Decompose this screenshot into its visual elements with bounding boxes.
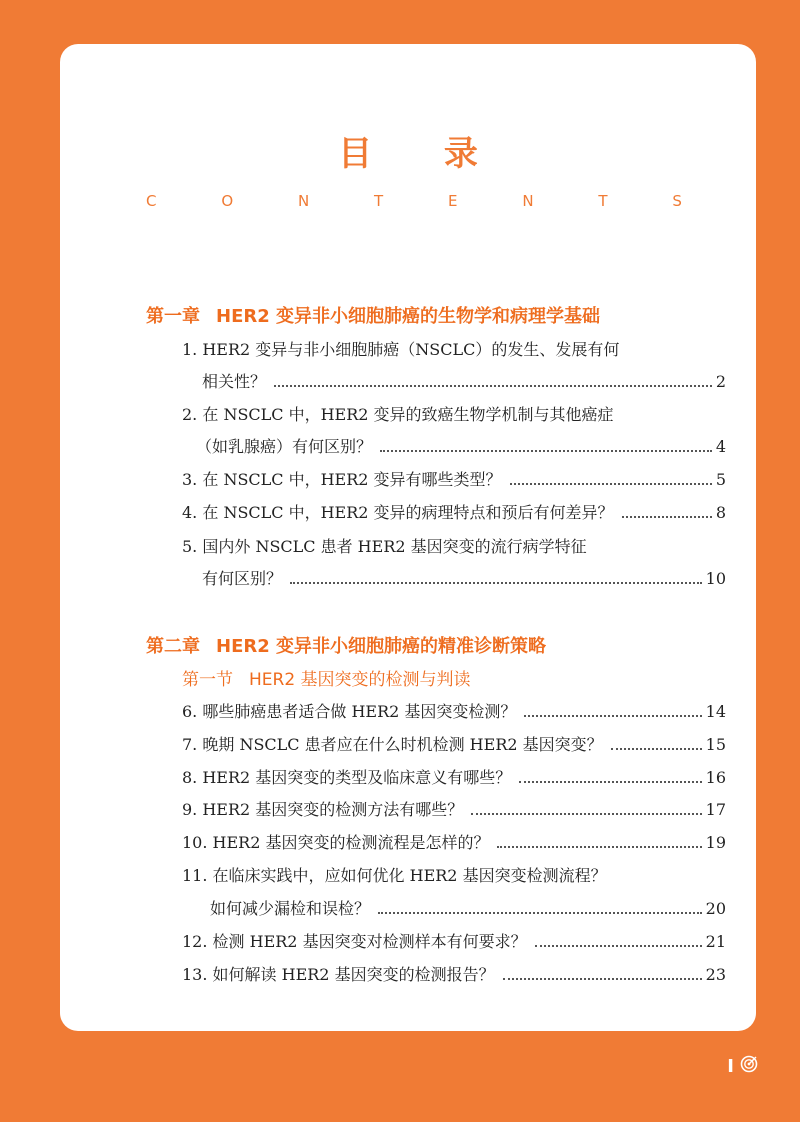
page-number: 19 — [705, 833, 726, 852]
leader-dots — [519, 781, 701, 783]
footer-page-number — [727, 1055, 758, 1077]
subtitle-letter: S — [672, 192, 682, 210]
toc-entry-text: 4. 在 NSCLC 中，HER2 变异的病理特点和预后有何差异？ — [182, 503, 614, 522]
section-heading[interactable] — [182, 665, 726, 690]
page-number: 15 — [705, 735, 726, 754]
leader-dots — [471, 813, 701, 815]
section-label: 第一节 — [182, 670, 233, 690]
toc-entry-q3[interactable] — [182, 467, 726, 490]
page-number: 2 — [715, 372, 726, 391]
leader-dots — [274, 385, 712, 387]
section-title: HER2 基因突变的检测与判读 — [249, 670, 471, 690]
toc-entry-text: 12. 检测 HER2 基因突变对检测样本有何要求？ — [182, 932, 527, 951]
page-number: 23 — [705, 965, 726, 984]
chapter-heading[interactable] — [146, 632, 726, 658]
chapter-title: HER2 变异非小细胞肺癌的精准诊断策略 — [216, 636, 547, 657]
subtitle-letter: T — [374, 192, 384, 210]
roman-page-number: I — [727, 1055, 734, 1077]
toc-entry-q11-cont[interactable] — [210, 896, 726, 919]
leader-dots — [535, 945, 702, 947]
toc-entry-text: 如何减少漏检和误检？ — [210, 899, 371, 918]
page-number: 14 — [705, 702, 726, 721]
chapter-title: HER2 变异非小细胞肺癌的生物学和病理学基础 — [216, 306, 601, 327]
toc-entry-q5[interactable] — [182, 534, 726, 557]
subtitle-letter: E — [448, 192, 458, 210]
toc-entry-q1-cont[interactable] — [202, 369, 726, 392]
toc-entry-text: 9. HER2 基因突变的检测方法有哪些？ — [182, 800, 464, 819]
chapter-label: 第二章 — [146, 636, 200, 657]
leader-dots — [622, 516, 712, 518]
toc-entry-text: 3. 在 NSCLC 中，HER2 变异有哪些类型？ — [182, 470, 502, 489]
toc-entry-q6[interactable] — [182, 699, 726, 722]
leader-dots — [378, 912, 702, 914]
toc-entry-text: 7. 晚期 NSCLC 患者应在什么时机检测 HER2 基因突变？ — [182, 735, 603, 754]
subtitle-letter: C — [146, 192, 157, 210]
chapter-heading[interactable] — [146, 302, 726, 328]
chapter-label: 第一章 — [146, 306, 200, 327]
toc-entry-text: 8. HER2 基因突变的类型及临床意义有哪些？ — [182, 768, 512, 787]
toc-entry-text: 13. 如何解读 HER2 基因突变的检测报告？ — [182, 965, 495, 984]
subtitle-letter: O — [221, 192, 234, 210]
target-icon — [740, 1055, 758, 1077]
leader-dots — [611, 748, 702, 750]
toc-entry-text: 11. 在临床实践中，应如何优化 HER2 基因突变检测流程？ — [182, 866, 607, 885]
leader-dots — [503, 978, 702, 980]
toc-entry-q5-cont[interactable] — [202, 566, 726, 589]
toc-entry-q9[interactable] — [182, 797, 726, 820]
toc-entry-text: 5. 国内外 NSCLC 患者 HER2 基因突变的流行病学特征 — [182, 537, 587, 556]
toc-entry-q13[interactable] — [182, 962, 726, 985]
leader-dots — [290, 582, 702, 584]
page-number: 4 — [715, 437, 726, 456]
subtitle-letter: N — [297, 192, 310, 210]
toc-entry-q11[interactable] — [182, 863, 726, 886]
toc-entry-text: 1. HER2 变异与非小细胞肺癌（NSCLC）的发生、发展有何 — [182, 340, 620, 359]
toc-entry-q1[interactable] — [182, 337, 726, 360]
leader-dots — [380, 450, 712, 452]
page-title: 目 录 — [338, 134, 508, 174]
toc-entry-q12[interactable] — [182, 929, 726, 952]
page-number: 21 — [705, 932, 726, 951]
contents-subtitle — [146, 192, 682, 210]
toc-entry-text: 6. 哪些肺癌患者适合做 HER2 基因突变检测？ — [182, 702, 517, 721]
leader-dots — [497, 846, 701, 848]
page-number: 5 — [715, 470, 726, 489]
toc-entry-q7[interactable] — [182, 732, 726, 755]
toc-entry-text: 2. 在 NSCLC 中，HER2 变异的致癌生物学机制与其他癌症 — [182, 405, 614, 424]
subtitle-letter: T — [598, 192, 608, 210]
toc-entry-text: 相关性？ — [202, 372, 267, 391]
toc-entry-q8[interactable] — [182, 765, 726, 788]
leader-dots — [510, 483, 712, 485]
leader-dots — [524, 715, 701, 717]
toc-entry-text: 10. HER2 基因突变的检测流程是怎样的？ — [182, 833, 490, 852]
page-number: 8 — [715, 503, 726, 522]
toc-entry-text: （如乳腺癌）有何区别？ — [196, 437, 373, 456]
subtitle-letter: N — [522, 192, 534, 210]
page-number: 20 — [705, 899, 726, 918]
page-number: 16 — [705, 768, 726, 787]
toc-entry-q10[interactable] — [182, 830, 726, 853]
toc-entry-q2[interactable] — [182, 402, 726, 425]
page-number: 10 — [705, 569, 726, 588]
toc-entry-text: 有何区别？ — [202, 569, 283, 588]
toc-entry-q2-cont[interactable] — [196, 434, 726, 457]
page-number: 17 — [705, 800, 726, 819]
toc-entry-q4[interactable] — [182, 500, 726, 523]
